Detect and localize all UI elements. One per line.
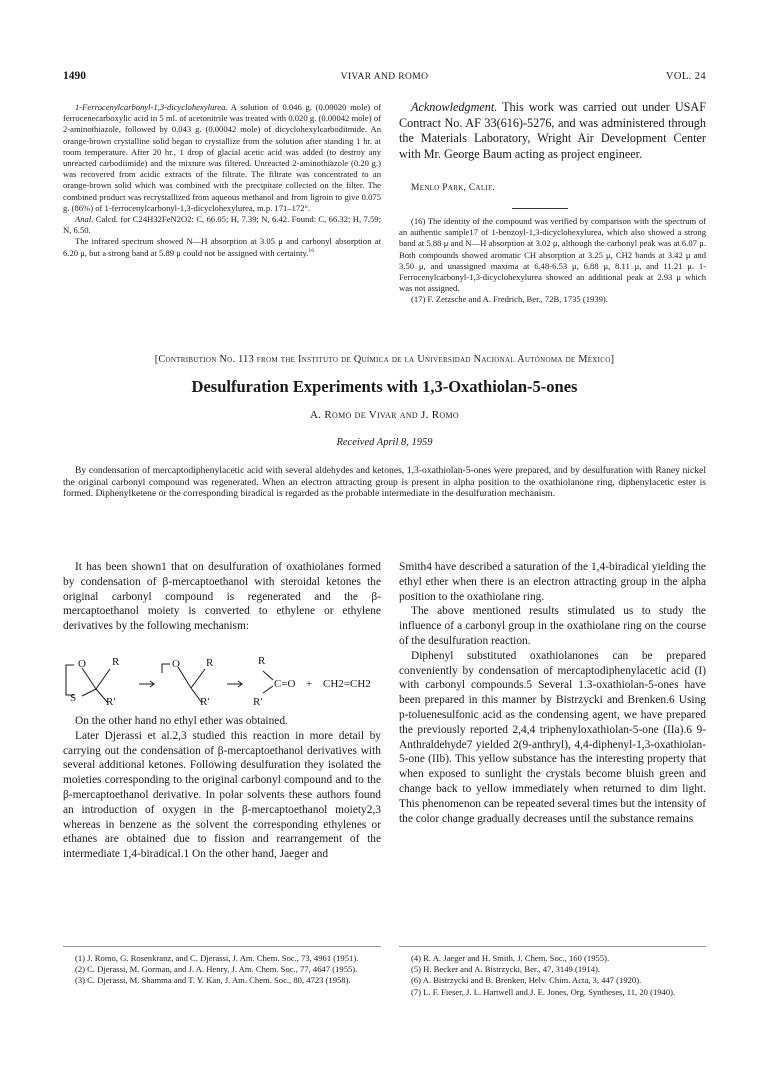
right-para-3: Diphenyl substituted oxathiolanones can be prepared conveniently by condensation of mercaptodiphenylacetic acid (I) with carbonyl compounds.5 Several 1.3-oxathiolan-5-ones have been prepared in this manner by Bistrzycki and Brenken.6 Using p-toluenesulfonic acid as the condensing agent, we have prepared the previously reported 2,4,4 triphenyloxathiolan-5-one (IIa).6 9-Anthraldehyde7 yielded 2(9-anthryl), 4,4-diphenyl-1,3-oxathiolan-5-one (IIb). This yellow substance has the interesting property that when exposed to sunlight the crystals become bluish green and change back to yellow immediately when returned to dim light. This phenomenon can be repeated several times but the intensity of the color change gradually decreases until the substance remains [399,649,706,825]
anal-body: Calcd. for C24H32FeN2O2: C, 66.05; H, 7.39; N, 6.42. Found: C, 66.32; H, 7.59; N, 6.50. [63,214,381,236]
left-footnotes [63,953,381,987]
footnote-1: (1) J. Romo, G. Rosenkranz, and C. Djerassi, J. Am. Chem. Soc., 73, 4961 (1951). [75,953,359,963]
volume-label: VOL. 24 [665,71,706,82]
experimental-section [63,102,381,259]
page-number: 1490 [63,70,86,82]
ketone-bond [263,686,273,693]
acknowledgment-block [399,100,706,162]
contribution-line: [Contribution No. 113 from the Instituto de Química de la Universidad Nacional Autónoma de México] [154,354,615,365]
ketone-bond [263,671,273,680]
reaction-scheme [60,651,382,707]
scheme-carbonyl: C=O [274,678,296,690]
running-title: VIVAR AND ROMO [340,72,429,82]
experimental-title: 1-Ferrocenylcarbonyl-1,3-dicyclohexylurea. [75,102,228,112]
left-para-3: Later Djerassi et al.2,3 studied this reaction in more detail by carrying out the condensation of β-mercaptoethanol derivatives with several additional ketones. Following desulfuration they isolated the moieties corresponding to the original carbonyl compound and to the β-mercaptoethanol derivative. In polar solvents these authors found an introduction of oxygen in the β-mercaptoethanol moiety2,3 whereas in benzene as the solvent the corresponding ethylenes or ethanes are obtained due to fission and rearrangement of the intermediate 1,4-biradical.1 On the other hand, Jaeger and [63,729,381,861]
scheme-r-prime: R′ [253,696,263,707]
acknowledgment-label: Acknowledgment. [411,100,498,114]
ring-bond [82,689,96,696]
footnote-5: (5) H. Becker and A. Bistrzycki, Ber., 47, 3149 (1914). [411,964,601,975]
scheme-r: R [258,655,266,667]
scheme-r-prime: R′ [200,696,210,707]
left-column-continued [63,714,381,862]
biradical-bond [178,667,191,688]
footnote-3: (3) C. Djerassi, M. Shamma and T. Y. Kan, J. Am. Chem. Soc., 80, 4723 (1958). [75,975,351,986]
footnote-16: (16) The identity of the compound was verified by comparison with the spectrum of an authentic sample17 of 1-benzoyl-1,3-dicyclohexylurea, which also showed a strong band at 5.88 μ and N—H absorption at 3.02 μ, although the carbonyl peak was at 6.07 μ. Both compounds showed aromatic CH absorption at 3.25 μ, CH2 bands at 3.42 μ and 3.50 μ, and unassigned maxima at 6.48-6.53 μ, 6.88 μ, 8.11 μ, and 11.21 μ. 1-Ferrocenylcarbonyl-1,3-dicyclohexylurea showed an additional peak at 2.93 μ which was not assigned. [399,216,706,294]
ring-bond [96,669,110,689]
footnote-rule-right [399,946,706,947]
ring-bracket-left [66,665,74,695]
footnote-6: (6) A. Bistrzycki and B. Brenken, Helv. Chim. Acta, 3, 447 (1920). [411,975,642,986]
right-footnotes [399,953,706,998]
ir-ref: 16 [308,247,314,254]
left-para-2: On the other hand no ethyl ether was obtained. [75,715,288,727]
anal-label: Anal. [75,214,94,225]
scheme-plus: + [306,678,313,690]
abstract [63,465,706,500]
authors: A. Romo de Vivar and J. Romo [310,409,459,421]
ir-body: The infrared spectrum showed N—H absorption at 3.05 μ and carbonyl absorption at 6.20 μ, but a strong band at 5.89 μ could not be assigned with certainty. [63,236,381,258]
scheme-ethylene: CH2=CH2 [323,678,371,690]
footnote-17: (17) F. Zetzsche and A. Fredrich, Ber., 72B, 1735 (1939). [411,294,608,305]
scheme-o: O [78,658,86,670]
footnote-4: (4) R. A. Jaeger and H. Smith, J. Chem. Soc., 160 (1955). [411,953,610,963]
acknowledgment-body: This work was carried out under USAF Contract No. AF 33(616)-5276, and was administered through the Materials Laboratory, Wright Air Development Center with Mr. George Baum acting as project engineer. [399,100,707,161]
scheme-s: S [70,692,77,704]
scheme-r-prime: R′ [106,696,116,707]
footnote-2: (2) C. Djerassi, M. Gorman, and J. A. Henry, J. Am. Chem. Soc., 77, 4647 (1955). [75,964,358,975]
right-column [399,560,706,826]
scheme-r: R [112,656,120,668]
article-title: Desulfuration Experiments with 1,3-Oxathiolan-5-ones [191,377,578,396]
left-column [63,560,381,634]
right-para-1: Smith4 have described a saturation of the 1,4-biradical yielding the ethyl ether when there is an electron attracting group in the alpha position to the oxathiolane ring. [399,561,706,603]
biradical-bond [191,669,205,688]
abstract-text: By condensation of mercaptodiphenylacetic acid with several aldehydes and ketones, 1,3-oxathiolan-5-ones were prepared, and by desulfuration with Raney nickel the original carbonyl compound was regenerated. When an electron attracting group is present in alpha position to the oxathiolanone ring, diphenylacetic ester is formed. Diphenylketene or the corresponding biradical is regarded as the probable intermediate in the desulfuration mechanism. [63,465,706,500]
biradical-bracket [162,664,170,673]
ring-bond [82,668,96,689]
short-rule [512,208,568,209]
location: Menlo Park, Calif. [411,183,495,193]
footnote-rule-left [63,946,381,947]
footnote-7: (7) L. F. Fieser, J. L. Hartwell and J. E. Jones, Org. Syntheses, 11, 20 (1940). [411,986,676,997]
experimental-body: A solution of 0.046 g. (0.00020 mole) of ferrocenecarboxylic acid in 5 ml. of acetonitrile was treated with 0.020 g. (0.00042 mole) of 2-aminothiazole, followed by 0.043 g. (0.00042 mole) of dicyclohexylcarbodiimide. An orange-brown crystalline solid began to crystallize from the solution after standing 1 hr. at room temperature. After 20 hr., 1 drop of glacial acetic acid was added (to destroy any unreacted carbodiimide) and the mixture was filtered. Unreacted 2-aminothiazole (0.20 g.) was recovered from acidic extracts of the filtrate. The filtrate was concentrated to an orange-brown solid which was combined with the precipitate collected on the filter. The combined product was recrystallized from aqueous methanol and from ligroin to give 0.075 g. (86%) of 1-ferrocenylcarbonyl-1,3-dicyclohexylurea, m.p. 171–172°. [63,102,381,213]
scheme-r: R [206,657,214,669]
right-para-2: The above mentioned results stimulated us to study the influence of a carbonyl group in the oxathiolane ring on the course of the desulfuration reaction. [399,605,706,647]
top-footnotes [399,216,706,306]
left-para-1: It has been shown1 that on desulfuration of oxathiolanes formed by condensation of β-mercaptoethanol with steroidal ketones the original carbonyl compound is regenerated and the β-mercaptoethanol moiety is converted to ethylene or ethylene derivatives by the following mechanism: [63,561,381,633]
scheme-o: O [172,658,180,670]
received-date: Received April 8, 1959 [336,437,433,448]
